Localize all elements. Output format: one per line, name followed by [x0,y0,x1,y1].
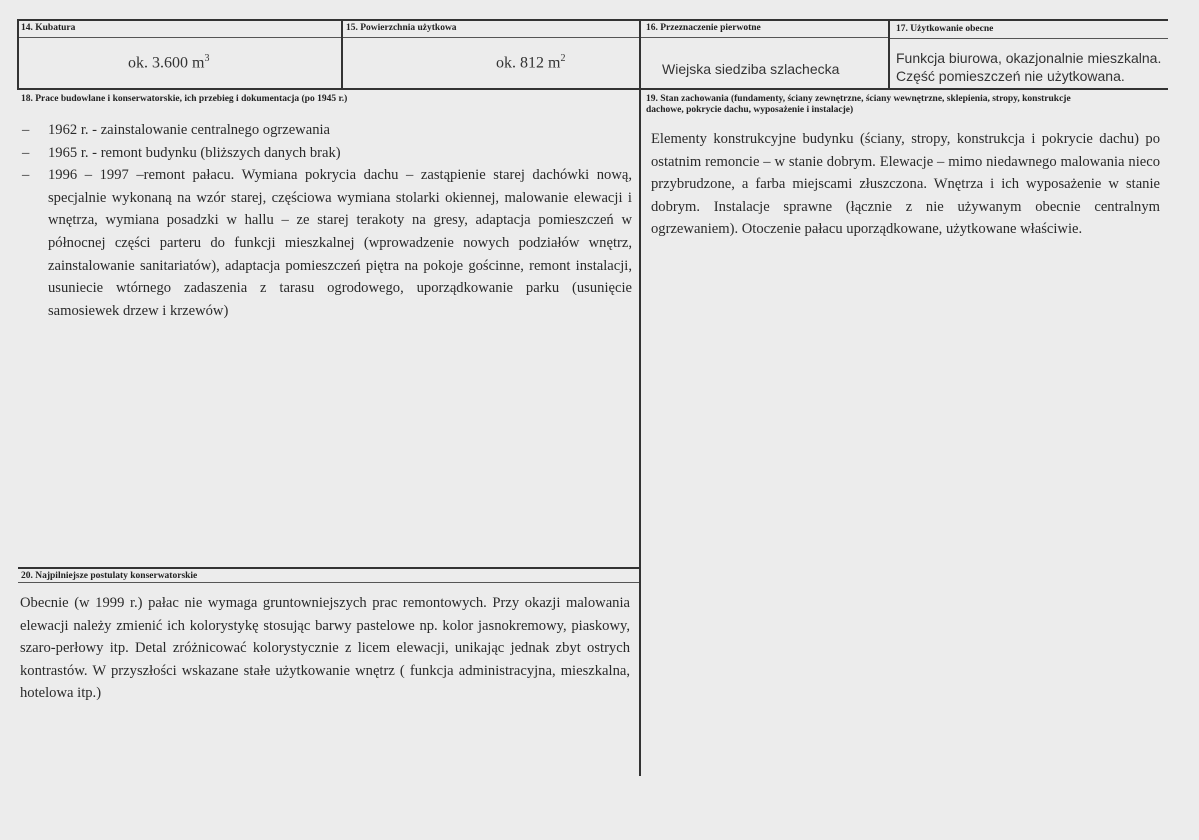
divider-14-15 [341,19,343,90]
field-15-label: 15. Powierzchnia użytkowa [346,23,457,33]
field-15-value [496,53,565,72]
top-border [18,19,1168,21]
header-divider-17 [890,38,1168,39]
field-20-label: 20. Najpilniejsze postulaty konserwatorskie [21,571,198,581]
row-divider-top [18,88,1168,90]
list-item: – 1962 r. - zainstalowanie centralnego ogrzewania [22,122,331,138]
list-item: – 1965 r. - remont budynku (bliższych danych brak) [22,144,341,161]
field-14-value-unit-exponent: 3 [204,53,210,64]
field-18-label: 18. Prace budowlane i konserwatorskie, ich przebieg i dokumentacja (po 1945 r.) [21,94,348,104]
field-16-label: 16. Przeznaczenie pierwotne [646,23,761,33]
header-divider-14-16 [18,37,888,38]
field-20-text: Obecnie (w 1999 r.) pałac nie wymaga gruntowniejszych prac remontowych. Przy okazji malowania elewacji należy zmienić ich kolorystykę stosując barwy pastelowe np. kolor jasnokremowy, piaskowy, szaro-perłowy itp. Detal zróżnicować kolorystycznie z licem elewacji, unikając jednak zbyt ostrych kontrastów. W przyszłości wskazane stałe użytkowanie wnętrz ( funkcja administracyjna, mieszkalna, hotelowa itp.) [20,595,630,702]
section-20-label-divider [18,582,640,583]
field-16-value: Wiejska siedziba szlachecka [662,61,840,77]
field-17-value-line-1: Funkcja biurowa, okazjonalnie mieszkalna. [896,50,1162,66]
field-14-value [128,53,209,72]
field-15-value-text: ok. 812 m [496,54,561,72]
center-divider [639,19,641,776]
field-18-list [18,119,632,322]
list-item: – 1996 – 1997 –remont pałacu. Wymiana pokrycia dachu – zastąpienie starej dachówki nową, specjalnie wykonaną na wzór starej, częściowa wymiana stolarki okiennej, malowanie elewacji i wnętrza, wymiana posadzki w hallu – ze starej terakoty na gresy, adaptacja pomieszczeń w północnej części parteru do funkcji mieszkalnej (wprowadzenie nowych podziałów wnętrz, zainstalowanie sanitariatów), adaptacja pomieszczeń piętra na pokoje gościnne, remont instalacji, usuniecie wtórnego zadaszenia z tarasu ogrodowego, uporządkowanie parku (usunięcie samosiewek drzew i krzewów) [22,167,632,319]
field-14-value-text: ok. 3.600 m [128,54,205,72]
list-item-text: 1996 – 1997 –remont pałacu. Wymiana pokrycia dachu – zastąpienie starej dachówki nową, specjalnie wykonaną na wzór starej, częściowa wymiana stolarki okiennej, malowanie elewacji i wnętrza, wymiana posadzki w hallu – ze starej terakoty na gresy, adaptacja pomieszczeń w północnej części parteru do funkcji mieszkalnej (wprowadzenie nowych podziałów wnętrz, zainstalowanie sanitariatów), adaptacja pomieszczeń piętra na pokoje gościnne, remont instalacji, usuniecie wtórnego zadaszenia z tarasu ogrodowego, uporządkowanie parku (usunięcie samosiewek drzew i krzewów) [48,167,632,319]
section-20-top-border [18,567,640,569]
field-15-value-unit-exponent: 2 [560,53,566,64]
field-17-label: 17. Użytkowanie obecne [896,24,994,34]
field-14-label: 14. Kubatura [21,23,76,33]
field-19-text: Elementy konstrukcyjne budynku (ściany, stropy, konstrukcja i pokrycie dachu) po ostatnim remoncie – w stanie dobrym. Elewacje – mimo niedawnego malowania nieco przybrudzone, a farba miejscami złuszczona. Wnętrza i ich wyposażenie w stanie dobrym. Instalacje sprawne (łącznie z nie używanym obecnie centralnym ogrzewaniem). Otoczenie pałacu uporządkowane, użytkowane właściwie. [651,131,1160,238]
field-19-label-line-2: dachowe, pokrycie dachu, wyposażenie i instalacje) [646,105,854,115]
left-border [17,19,19,90]
list-item-text: 1962 r. - zainstalowanie centralnego ogrzewania [48,122,331,138]
field-19-label-line-1: 19. Stan zachowania (fundamenty, ściany zewnętrzne, ściany wewnętrzne, sklepienia, stropy, konstrukcje [646,94,1071,104]
field-17-value-line-2: Część pomieszczeń nie użytkowana. [896,68,1125,84]
list-item-text: 1965 r. - remont budynku (bliższych danych brak) [48,144,341,161]
divider-16-17 [888,19,890,90]
